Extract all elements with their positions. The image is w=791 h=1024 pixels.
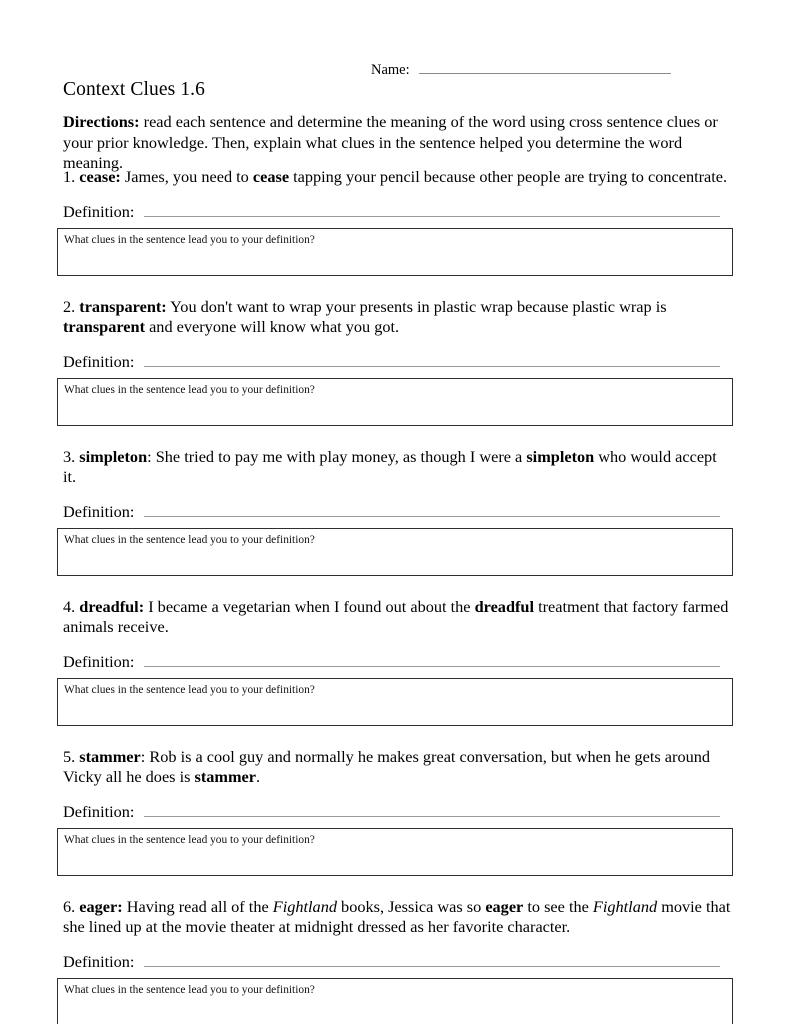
questions-list xyxy=(0,167,791,1024)
question-spacer xyxy=(0,576,791,597)
definition-label: Definition: xyxy=(63,501,135,521)
name-field-row xyxy=(371,62,671,79)
name-write-line[interactable] xyxy=(419,62,671,74)
definition-write-line[interactable] xyxy=(144,504,720,517)
question-spacer xyxy=(0,876,791,897)
clue-answer-box[interactable] xyxy=(57,828,733,876)
question-block xyxy=(0,897,791,1024)
question-block xyxy=(0,167,791,276)
definition-label: Definition: xyxy=(63,651,135,671)
name-label: Name: xyxy=(371,62,410,78)
definition-row xyxy=(0,352,791,372)
clue-answer-box[interactable] xyxy=(57,378,733,426)
clue-prompt-label: What clues in the sentence lead you to your definition? xyxy=(64,383,315,396)
question-sentence: 3. simpleton: She tried to pay me with play money, as though I were a simpleton who would accept it. xyxy=(63,446,717,486)
definition-label: Definition: xyxy=(63,201,135,221)
definition-write-line[interactable] xyxy=(144,954,720,967)
definition-row xyxy=(0,202,791,222)
definition-row xyxy=(0,802,791,822)
definition-label: Definition: xyxy=(63,801,135,821)
definition-label: Definition: xyxy=(63,351,135,371)
question-block xyxy=(0,747,791,876)
page-title: Context Clues 1.6 xyxy=(63,79,205,100)
definition-write-line[interactable] xyxy=(144,354,720,367)
clue-prompt-label: What clues in the sentence lead you to your definition? xyxy=(64,683,315,696)
question-block xyxy=(0,597,791,726)
definition-row xyxy=(0,502,791,522)
definition-row xyxy=(0,652,791,672)
question-block xyxy=(0,447,791,576)
clue-prompt-label: What clues in the sentence lead you to your definition? xyxy=(64,233,315,246)
definition-write-line[interactable] xyxy=(144,654,720,667)
clue-answer-box[interactable] xyxy=(57,228,733,276)
question-sentence: 1. cease: James, you need to cease tapping your pencil because other people are trying to concentrate. xyxy=(63,167,728,186)
clue-answer-box[interactable] xyxy=(57,528,733,576)
clue-answer-box[interactable] xyxy=(57,678,733,726)
directions-paragraph: Directions: read each sentence and determine the meaning of the word using cross sentence clues or your prior knowledge. Then, explain what clues in the sentence helped you determine the word meaning. xyxy=(63,112,718,172)
definition-write-line[interactable] xyxy=(144,804,720,817)
question-spacer xyxy=(0,726,791,747)
clue-answer-box[interactable] xyxy=(57,978,733,1024)
question-sentence: 6. eager: Having read all of the Fightland books, Jessica was so eager to see the Fightland movie that she lined up at the movie theater at midnight dressed as her favorite character. xyxy=(63,896,731,936)
question-sentence: 2. transparent: You don't want to wrap your presents in plastic wrap because plastic wrap is transparent and everyone will know what you got. xyxy=(63,296,667,336)
clue-prompt-label: What clues in the sentence lead you to your definition? xyxy=(64,983,315,996)
question-spacer xyxy=(0,276,791,297)
question-sentence: 5. stammer: Rob is a cool guy and normally he makes great conversation, but when he gets around Vicky all he does is stammer. xyxy=(63,746,711,786)
question-sentence: 4. dreadful: I became a vegetarian when I found out about the dreadful treatment that factory farmed animals receive. xyxy=(63,596,729,636)
clue-prompt-label: What clues in the sentence lead you to your definition? xyxy=(64,833,315,846)
definition-row xyxy=(0,952,791,972)
question-block xyxy=(0,297,791,426)
question-spacer xyxy=(0,426,791,447)
definition-write-line[interactable] xyxy=(144,204,720,217)
clue-prompt-label: What clues in the sentence lead you to your definition? xyxy=(64,533,315,546)
definition-label: Definition: xyxy=(63,951,135,971)
